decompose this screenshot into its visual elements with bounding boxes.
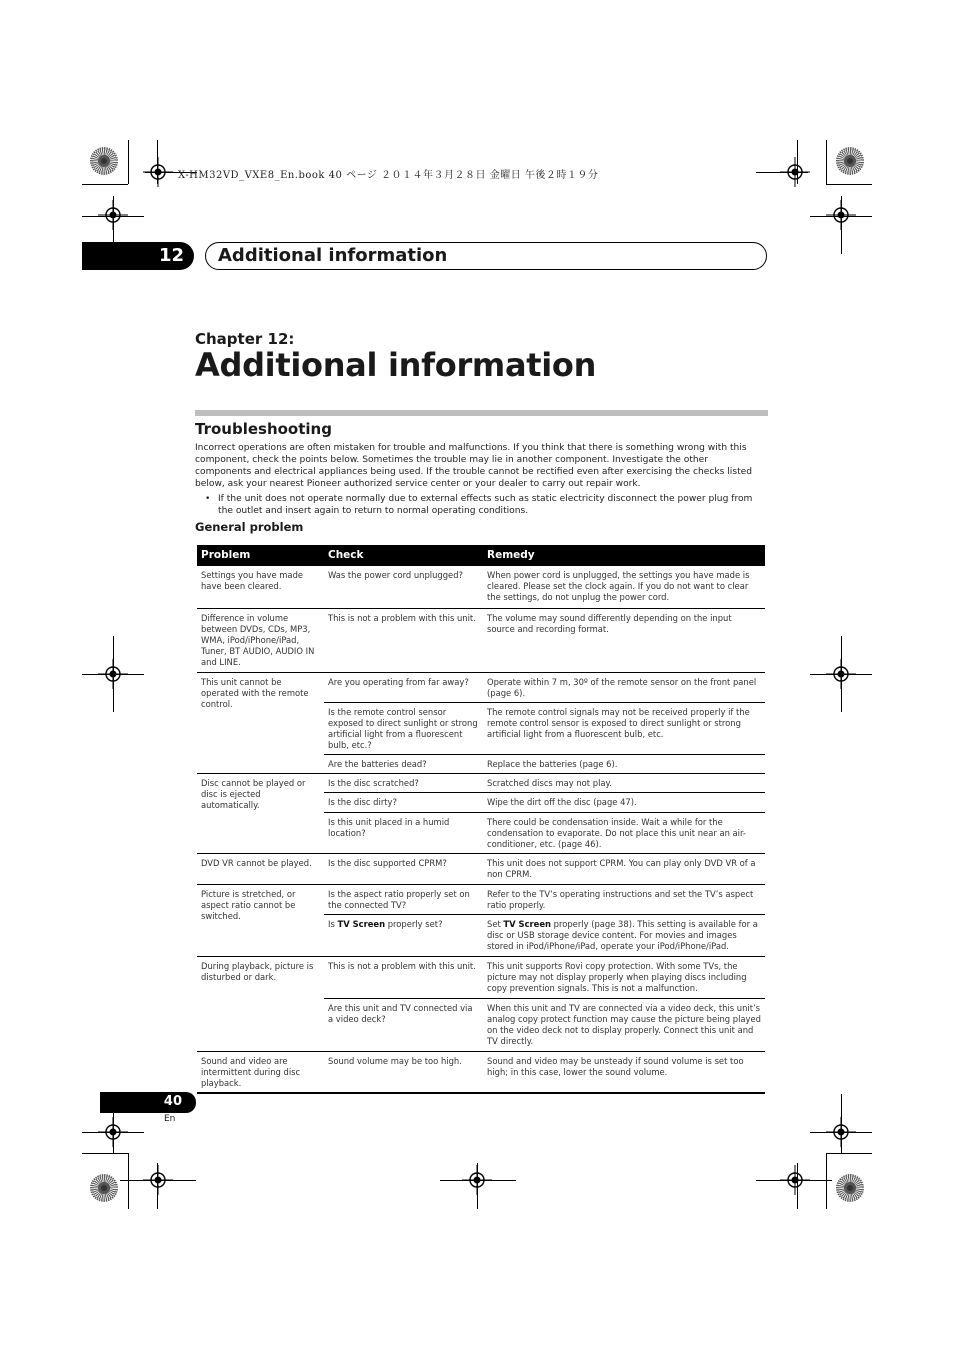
registration-target-icon <box>826 659 856 689</box>
star-target-icon <box>835 146 865 176</box>
subsection-title: General problem <box>195 520 304 534</box>
print-header: X-HM32VD_VXE8_En.book 40 ページ ２０１４年３月２８日 金曜日 午後２時１９分 <box>178 170 599 181</box>
registration-target-icon <box>143 157 173 187</box>
table-row <box>197 853 765 884</box>
remedy-cell: This unit supports Rovi copy protection. With some TVs, the picture may not display properly when playing discs including copy prevention signals. This is not a malfunction. <box>483 956 765 998</box>
star-target-icon <box>89 1173 119 1203</box>
check-cell: Are the batteries dead? <box>324 754 483 773</box>
section-title: Troubleshooting <box>195 420 332 438</box>
registration-target-icon <box>780 157 810 187</box>
table-header-row <box>197 545 765 566</box>
registration-target-icon <box>826 1117 856 1147</box>
registration-target-icon <box>462 1165 492 1195</box>
remedy-cell: When this unit and TV are connected via a video deck, this unit’s analog copy protect function may cause the picture being played on the video deck not to display properly. Connect this unit and TV directly. <box>483 998 765 1051</box>
remedy-cell: Sound and video may be unsteady if sound volume is set too high; in this case, lower the sound volume. <box>483 1051 765 1093</box>
column-header-problem: Problem <box>197 545 324 566</box>
remedy-cell: Replace the batteries (page 6). <box>483 754 765 773</box>
chapter-tab-number: 12 <box>82 242 194 270</box>
remedy-cell: There could be condensation inside. Wait a while for the condensation to evaporate. Do not place this unit near an air-conditioner, etc. (page 46). <box>483 812 765 853</box>
tv-screen-setting-name: TV Screen <box>503 918 551 929</box>
page-language: En <box>164 1114 176 1124</box>
problem-cell: During playback, picture is disturbed or dark. <box>197 956 324 1051</box>
registration-target-icon <box>143 1165 173 1195</box>
remedy-text: properly (page 38). This setting is available for a disc or USB storage device content. For movies and images stored in iPod/iPhone/iPad, operate your iPod/iPhone/iPad. <box>487 918 758 951</box>
check-cell: This is not a problem with this unit. <box>324 956 483 998</box>
remedy-cell: When power cord is unplugged, the settings you have made is cleared. Please set the clock again. If you do not want to clear the settings, do not unplug the power cord. <box>487 570 750 602</box>
star-target-icon <box>89 146 119 176</box>
check-cell: This is not a problem with this unit. <box>324 608 483 672</box>
check-text: properly set? <box>385 918 443 929</box>
page-title: Additional information <box>195 346 597 384</box>
bullet-dot-icon: • <box>205 494 211 504</box>
problem-cell: Picture is stretched, or aspect ratio cannot be switched. <box>197 884 324 956</box>
check-cell <box>324 914 483 956</box>
column-header-remedy: Remedy <box>483 545 765 566</box>
registration-target-icon <box>780 1165 810 1195</box>
table-row <box>197 1051 765 1093</box>
table-row <box>197 566 765 608</box>
registration-target-icon <box>98 200 128 230</box>
registration-target-icon <box>98 1117 128 1147</box>
check-cell: Is the remote control sensor exposed to direct sunlight or strong artificial light from a fluorescent bulb, etc.? <box>324 702 483 754</box>
check-cell: Are this unit and TV connected via a video deck? <box>324 998 483 1051</box>
bullet-text: If the unit does not operate normally due to external effects such as static electricity disconnect the power plug from the outlet and insert again to return to normal operating conditions. <box>218 494 753 516</box>
check-cell: Is this unit placed in a humid location? <box>324 812 483 853</box>
table-row <box>197 672 765 702</box>
problem-cell: Disc cannot be played or disc is ejected automatically. <box>197 773 324 853</box>
troubleshooting-table <box>197 545 765 1094</box>
column-header-check: Check <box>324 545 483 566</box>
page-number: 40 <box>100 1092 196 1113</box>
registration-target-icon <box>826 200 856 230</box>
problem-cell: Sound and video are intermittent during disc playback. <box>197 1051 324 1093</box>
remedy-cell: Scratched discs may not play. <box>483 773 765 792</box>
remedy-cell: Wipe the dirt off the disc (page 47). <box>483 792 765 812</box>
table-row <box>197 884 765 914</box>
problem-cell: Difference in volume between DVDs, CDs, MP3, WMA, iPod/iPhone/iPad, Tuner, BT AUDIO, AUDIO IN and LINE. <box>197 608 324 672</box>
remedy-cell: Refer to the TV’s operating instructions and set the TV’s aspect ratio properly. <box>483 884 765 914</box>
section-divider <box>195 410 768 416</box>
check-cell: Is the aspect ratio properly set on the connected TV? <box>324 884 483 914</box>
chapter-label: Chapter 12: <box>195 330 295 348</box>
table-row <box>197 956 765 998</box>
remedy-cell: Operate within 7 m, 30º of the remote sensor on the front panel (page 6). <box>483 672 765 702</box>
remedy-text: Set <box>487 918 504 929</box>
check-cell: Was the power cord unplugged? <box>328 570 463 580</box>
chapter-tab-title: Additional information <box>205 242 767 270</box>
problem-cell: Settings you have made have been cleared. <box>201 570 304 591</box>
remedy-cell: The volume may sound differently depending on the input source and recording format. <box>483 608 765 672</box>
remedy-cell: The remote control signals may not be received properly if the remote control sensor is exposed to direct sunlight or strong artificial light from a fluorescent bulb, etc. <box>483 702 765 754</box>
check-cell: Is the disc supported CPRM? <box>324 853 483 884</box>
tv-screen-setting-name: TV Screen <box>337 918 386 929</box>
remedy-cell <box>483 914 765 956</box>
check-cell: Are you operating from far away? <box>324 672 483 702</box>
star-target-icon <box>835 1173 865 1203</box>
remedy-cell: This unit does not support CPRM. You can play only DVD VR of a non CPRM. <box>483 853 765 884</box>
check-cell: Is the disc scratched? <box>324 773 483 792</box>
check-text: Is <box>328 918 338 929</box>
table-row <box>197 608 765 672</box>
check-cell: Is the disc dirty? <box>324 792 483 812</box>
problem-cell: This unit cannot be operated with the remote control. <box>197 672 324 773</box>
table-row <box>197 773 765 792</box>
intro-paragraph: Incorrect operations are often mistaken for trouble and malfunctions. If you think that there is something wrong with this component, check the points below. Sometimes the trouble may lie in another component. Investigate the other components and electrical appliances being used. If the trouble cannot be rectified even after exercising the checks listed below, ask your nearest Pioneer authorized service center or your dealer to carry out repair work. <box>195 443 753 489</box>
registration-target-icon <box>98 659 128 689</box>
problem-cell: DVD VR cannot be played. <box>197 853 324 884</box>
check-cell: Sound volume may be too high. <box>324 1051 483 1093</box>
bullet-item <box>205 493 765 517</box>
